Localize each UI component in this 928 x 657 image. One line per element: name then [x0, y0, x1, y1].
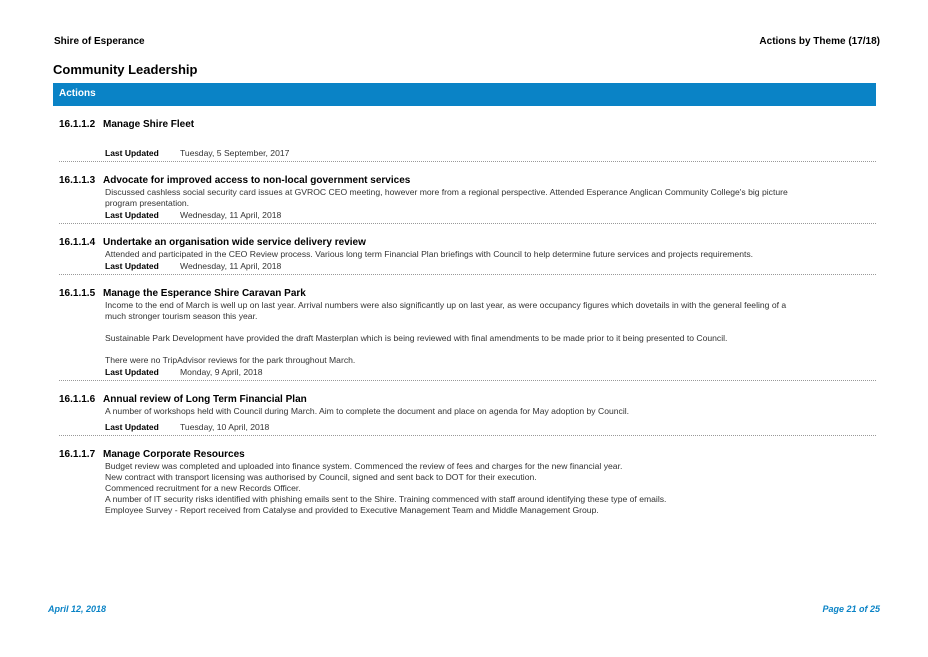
action-item [59, 448, 876, 516]
action-heading [59, 236, 876, 249]
action-heading [59, 393, 876, 406]
description-line: Budget review was completed and uploaded into finance system. Commenced the review of fees and charges for the new financial year. [105, 461, 623, 471]
action-title: Manage Shire Fleet [103, 119, 195, 130]
description-paragraph: There were no TripAdvisor reviews for the park throughout March. [105, 355, 356, 365]
description-line: A number of IT security risks identified with phishing emails sent to the Shire. Training commenced with staff around identifying these type of emails. [105, 494, 667, 504]
last-updated-row [105, 147, 876, 159]
description-paragraph: Attended and participated in the CEO Review process. Various long term Financial Plan briefings with Council to help determine future services and projects requirements. [105, 249, 754, 259]
action-number: 16.1.1.5 [59, 288, 96, 299]
last-updated-row [105, 209, 876, 221]
action-title: Manage the Esperance Shire Caravan Park [103, 288, 306, 299]
action-title: Undertake an organisation wide service delivery review [103, 237, 366, 248]
actions-bar: Actions [53, 83, 876, 106]
action-heading [59, 174, 876, 187]
action-title: Manage Corporate Resources [103, 449, 245, 460]
description-paragraph: Income to the end of March is well up on last year. Arrival numbers were also significantly up on last year, as were occupancy figures which dovetails in with the general feeling of a much stronger tourism season this year. [105, 300, 787, 321]
action-title: Advocate for improved access to non-local government services [103, 175, 411, 186]
last-updated-date: Tuesday, 10 April, 2018 [180, 422, 270, 432]
action-heading [59, 287, 876, 300]
last-updated-label: Last Updated [105, 148, 159, 158]
action-number: 16.1.1.7 [59, 449, 96, 460]
description-line: New contract with transport licensing was authorised by Council, signed and sent back to DOT for their execution. [105, 472, 537, 482]
action-number: 16.1.1.6 [59, 394, 96, 405]
last-updated-label: Last Updated [105, 210, 159, 220]
action-item [59, 287, 876, 381]
last-updated-row [105, 366, 876, 378]
action-item [59, 236, 876, 275]
action-description [105, 300, 805, 366]
description-paragraph: Sustainable Park Development have provided the draft Masterplan which is being reviewed with final amendments to be made prior to it being presented to Council. [105, 333, 728, 343]
section-title: Community Leadership [53, 62, 198, 77]
action-description [105, 249, 805, 260]
description-line: Commenced recruitment for a new Records Officer. [105, 483, 301, 493]
action-description [105, 461, 865, 516]
action-description [105, 406, 805, 417]
last-updated-label: Last Updated [105, 261, 159, 271]
action-title: Annual review of Long Term Financial Plan [103, 394, 307, 405]
description-line: Employee Survey - Report received from Catalyse and provided to Executive Management Team and Middle Management Group. [105, 505, 599, 515]
last-updated-date: Wednesday, 11 April, 2018 [180, 261, 282, 271]
action-heading [59, 448, 876, 461]
description-paragraph: Discussed cashless social security card issues at GVROC CEO meeting, however more from a regional perspective. Attended Esperance Anglican Community College's big picture program presentation. [105, 187, 788, 208]
actions-list [59, 118, 876, 516]
organisation-name: Shire of Esperance [54, 36, 145, 47]
last-updated-label: Last Updated [105, 422, 159, 432]
action-number: 16.1.1.4 [59, 237, 96, 248]
last-updated-row [105, 421, 876, 433]
last-updated-row [105, 260, 876, 272]
last-updated-date: Monday, 9 April, 2018 [180, 367, 263, 377]
action-item [59, 174, 876, 224]
action-item [59, 393, 876, 436]
last-updated-date: Tuesday, 5 September, 2017 [180, 148, 290, 158]
action-number: 16.1.1.2 [59, 119, 96, 130]
action-description [105, 187, 805, 209]
last-updated-label: Last Updated [105, 367, 159, 377]
page-number: Page 21 of 25 [822, 604, 880, 614]
action-heading [59, 118, 876, 131]
action-item [59, 118, 876, 162]
action-number: 16.1.1.3 [59, 175, 96, 186]
footer-date: April 12, 2018 [48, 604, 107, 614]
report-title: Actions by Theme (17/18) [759, 36, 880, 47]
last-updated-date: Wednesday, 11 April, 2018 [180, 210, 282, 220]
description-paragraph: A number of workshops held with Council during March. Aim to complete the document and place on agenda for May adoption by Council. [105, 406, 630, 416]
